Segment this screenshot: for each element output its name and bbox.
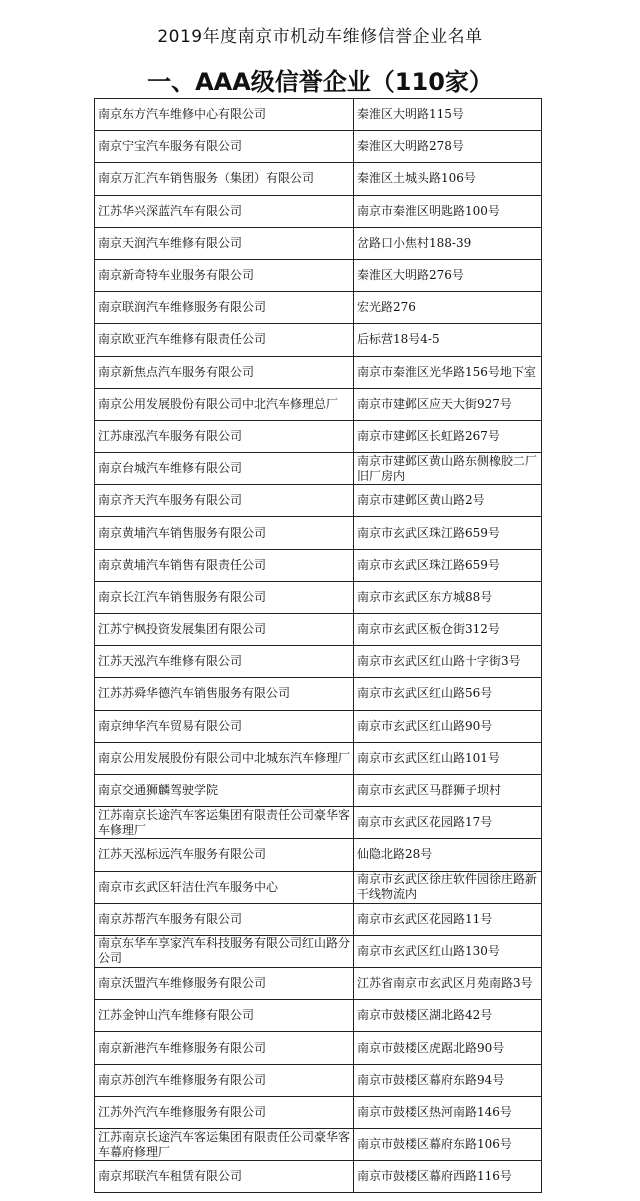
table-row — [95, 646, 542, 678]
company-address-cell: 南京市玄武区红山路56号 — [354, 678, 542, 710]
company-name-cell: 南京宁宝汽车服务有限公司 — [95, 131, 354, 163]
table-row — [95, 839, 542, 871]
company-address-cell: 南京市玄武区东方城88号 — [354, 581, 542, 613]
company-name-cell: 南京邦联汽车租赁有限公司 — [95, 1161, 354, 1193]
table-row — [95, 549, 542, 581]
table-row — [95, 292, 542, 324]
table-row — [95, 163, 542, 195]
table-row — [95, 227, 542, 259]
table-row — [95, 485, 542, 517]
company-address-cell: 南京市玄武区珠江路659号 — [354, 517, 542, 549]
company-name-cell: 南京新奇特车业服务有限公司 — [95, 259, 354, 291]
company-name-cell: 江苏南京长途汽车客运集团有限责任公司豪华客车修理厂 — [95, 807, 354, 839]
company-name-cell: 江苏外汽汽车维修服务有限公司 — [95, 1096, 354, 1128]
company-name-cell: 江苏南京长途汽车客运集团有限责任公司豪华客车幕府修理厂 — [95, 1129, 354, 1161]
table-row — [95, 388, 542, 420]
table-row — [95, 710, 542, 742]
company-name-cell: 南京东华车享家汽车科技服务有限公司红山路分公司 — [95, 935, 354, 967]
company-address-cell: 秦淮区土城头路106号 — [354, 163, 542, 195]
company-address-cell: 秦淮区大明路276号 — [354, 259, 542, 291]
table-row — [95, 99, 542, 131]
company-name-cell: 南京东方汽车维修中心有限公司 — [95, 99, 354, 131]
company-address-cell: 南京市建邺区黄山路东侧橡胶二厂旧厂房内 — [354, 453, 542, 485]
company-address-cell: 南京市建邺区长虹路267号 — [354, 420, 542, 452]
company-address-cell: 秦淮区大明路278号 — [354, 131, 542, 163]
table-row — [95, 259, 542, 291]
company-address-cell: 南京市建邺区应天大街927号 — [354, 388, 542, 420]
table-row — [95, 581, 542, 613]
company-name-cell: 南京苏帮汽车服务有限公司 — [95, 903, 354, 935]
company-name-cell: 南京万汇汽车销售服务（集团）有限公司 — [95, 163, 354, 195]
company-address-cell: 南京市玄武区珠江路659号 — [354, 549, 542, 581]
company-address-cell: 南京市玄武区红山路101号 — [354, 742, 542, 774]
table-row — [95, 453, 542, 485]
enterprise-table — [94, 98, 542, 1193]
company-address-cell: 南京市玄武区徐庄软件园徐庄路新干线物流内 — [354, 871, 542, 903]
table-row — [95, 968, 542, 1000]
company-name-cell: 江苏金钟山汽车维修有限公司 — [95, 1000, 354, 1032]
company-name-cell: 江苏天泓汽车维修有限公司 — [95, 646, 354, 678]
company-name-cell: 江苏天泓标远汽车服务有限公司 — [95, 839, 354, 871]
table-row — [95, 807, 542, 839]
company-address-cell: 南京市玄武区花园路11号 — [354, 903, 542, 935]
company-address-cell: 仙隐北路28号 — [354, 839, 542, 871]
table-row — [95, 324, 542, 356]
company-name-cell: 江苏宁枫投资发展集团有限公司 — [95, 614, 354, 646]
company-address-cell: 南京市鼓楼区幕府东路94号 — [354, 1064, 542, 1096]
company-address-cell: 南京市鼓楼区幕府东路106号 — [354, 1129, 542, 1161]
company-name-cell: 江苏华兴深蓝汽车有限公司 — [95, 195, 354, 227]
company-address-cell: 南京市玄武区红山路130号 — [354, 935, 542, 967]
company-name-cell: 江苏苏舜华德汽车销售服务有限公司 — [95, 678, 354, 710]
company-address-cell: 后标营18号4-5 — [354, 324, 542, 356]
table-row — [95, 1129, 542, 1161]
company-name-cell: 南京联润汽车维修服务有限公司 — [95, 292, 354, 324]
section-heading: 一、AAA级信誉企业（110家） — [147, 68, 493, 96]
table-row — [95, 517, 542, 549]
company-address-cell: 宏光路276 — [354, 292, 542, 324]
table-row — [95, 614, 542, 646]
company-name-cell: 南京欧亚汽车维修有限责任公司 — [95, 324, 354, 356]
company-address-cell: 南京市鼓楼区湖北路42号 — [354, 1000, 542, 1032]
table-row — [95, 1032, 542, 1064]
company-name-cell: 南京苏创汽车维修服务有限公司 — [95, 1064, 354, 1096]
company-address-cell: 南京市秦淮区光华路156号地下室 — [354, 356, 542, 388]
table-row — [95, 1000, 542, 1032]
company-address-cell: 南京市鼓楼区幕府西路116号 — [354, 1161, 542, 1193]
company-name-cell: 南京绅华汽车贸易有限公司 — [95, 710, 354, 742]
table-row — [95, 871, 542, 903]
table-row — [95, 774, 542, 806]
table-row — [95, 742, 542, 774]
table-row — [95, 356, 542, 388]
company-name-cell: 南京公用发展股份有限公司中北城东汽车修理厂 — [95, 742, 354, 774]
company-name-cell: 南京沃盟汽车维修服务有限公司 — [95, 968, 354, 1000]
company-name-cell: 江苏康泓汽车服务有限公司 — [95, 420, 354, 452]
company-address-cell: 南京市玄武区红山路90号 — [354, 710, 542, 742]
company-name-cell: 南京黄埔汽车销售服务有限公司 — [95, 517, 354, 549]
company-address-cell: 南京市建邺区黄山路2号 — [354, 485, 542, 517]
company-address-cell: 岔路口小焦村188-39 — [354, 227, 542, 259]
company-address-cell: 秦淮区大明路115号 — [354, 99, 542, 131]
company-address-cell: 南京市玄武区红山路十字街3号 — [354, 646, 542, 678]
company-name-cell: 南京天润汽车维修有限公司 — [95, 227, 354, 259]
company-address-cell: 南京市玄武区花园路17号 — [354, 807, 542, 839]
table-row — [95, 1096, 542, 1128]
company-address-cell: 江苏省南京市玄武区月苑南路3号 — [354, 968, 542, 1000]
company-address-cell: 南京市玄武区马群狮子坝村 — [354, 774, 542, 806]
company-name-cell: 南京公用发展股份有限公司中北汽车修理总厂 — [95, 388, 354, 420]
table-body — [95, 99, 542, 1193]
company-name-cell: 南京黄埔汽车销售有限责任公司 — [95, 549, 354, 581]
company-address-cell: 南京市玄武区板仓街312号 — [354, 614, 542, 646]
table-row — [95, 131, 542, 163]
company-address-cell: 南京市秦淮区明匙路100号 — [354, 195, 542, 227]
company-address-cell: 南京市鼓楼区虎踞北路90号 — [354, 1032, 542, 1064]
document-title: 2019年度南京市机动车维修信誉企业名单 — [157, 27, 483, 47]
table-row — [95, 678, 542, 710]
table-row — [95, 1161, 542, 1193]
table-row — [95, 1064, 542, 1096]
table-row — [95, 903, 542, 935]
company-name-cell: 南京市玄武区轩洁仕汽车服务中心 — [95, 871, 354, 903]
company-name-cell: 南京新焦点汽车服务有限公司 — [95, 356, 354, 388]
table-row — [95, 935, 542, 967]
company-name-cell: 南京新港汽车维修服务有限公司 — [95, 1032, 354, 1064]
company-address-cell: 南京市鼓楼区热河南路146号 — [354, 1096, 542, 1128]
table-row — [95, 420, 542, 452]
table-row — [95, 195, 542, 227]
company-name-cell: 南京交通狮麟驾驶学院 — [95, 774, 354, 806]
company-name-cell: 南京长江汽车销售服务有限公司 — [95, 581, 354, 613]
company-name-cell: 南京齐天汽车服务有限公司 — [95, 485, 354, 517]
company-name-cell: 南京台城汽车维修有限公司 — [95, 453, 354, 485]
